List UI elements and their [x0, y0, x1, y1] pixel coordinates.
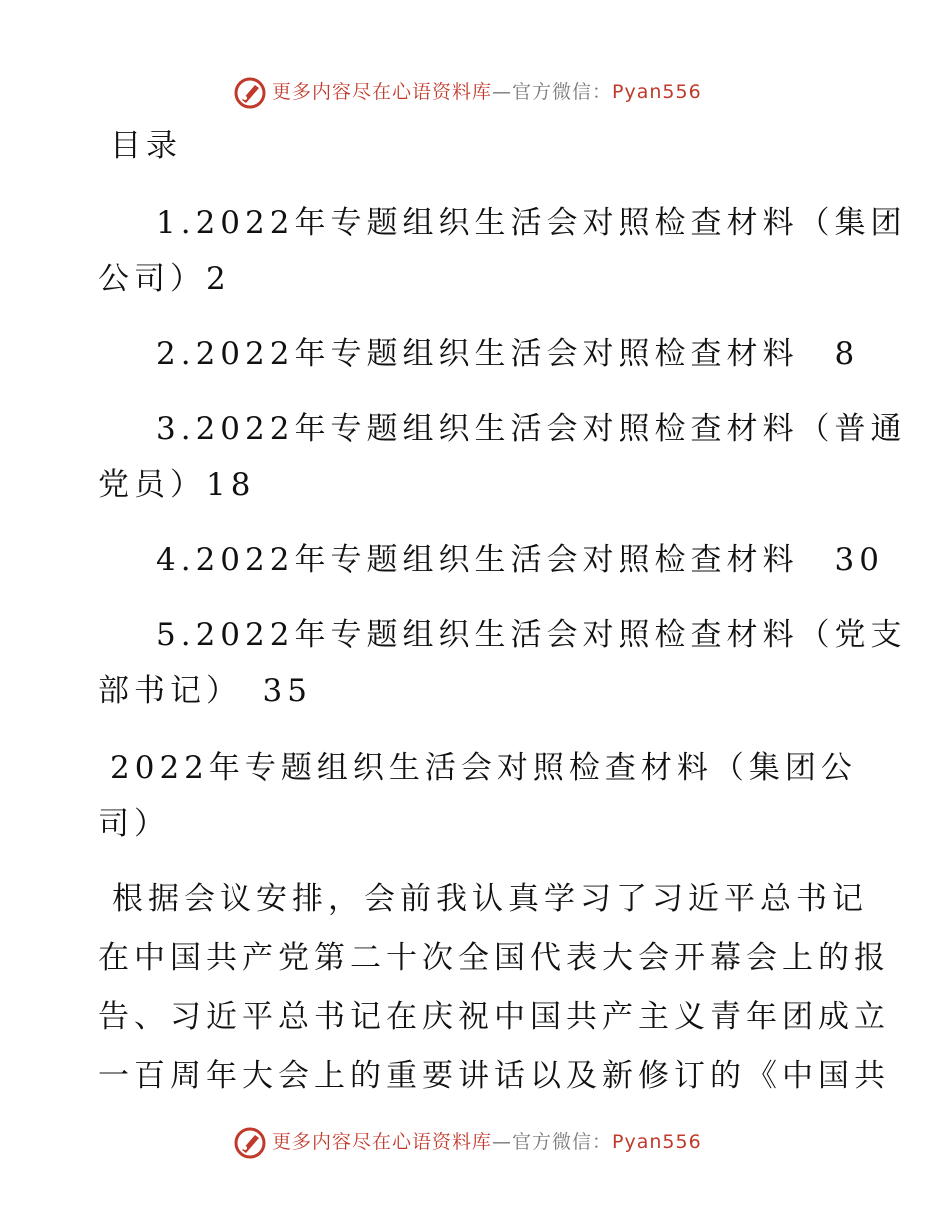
body-line-4: 一百周年大会上的重要讲话以及新修订的《中国共 — [98, 1058, 890, 1094]
banner-separator: — — [492, 1131, 513, 1153]
banner-text — [272, 1129, 702, 1155]
banner-wechat-label: 官方微信： — [512, 81, 613, 103]
banner-wechat-id: Pyan556 — [612, 81, 702, 103]
toc-entry-1-line1: 1.2022年专题组织生活会对照检查材料（集团 — [156, 205, 907, 241]
body-line-2: 在中国共产党第二十次全国代表大会开幕会上的报 — [98, 940, 890, 976]
body-line-1: 根据会议安排，会前我认真学习了习近平总书记 — [112, 881, 868, 917]
toc-entry-2-line1: 2.2022年专题组织生活会对照检查材料 8 — [156, 336, 860, 372]
section-heading-line1: 2022年专题组织生活会对照检查材料（集团公 — [110, 750, 857, 786]
header-banner — [0, 72, 950, 112]
banner-separator: — — [492, 81, 513, 103]
toc-entry-1-line2: 公司）2 — [98, 261, 231, 297]
footer-banner — [0, 1122, 950, 1162]
toc-entry-5-line1: 5.2022年专题组织生活会对照检查材料（党支 — [156, 617, 907, 653]
toc-entry-3-line1: 3.2022年专题组织生活会对照检查材料（普通 — [156, 411, 907, 447]
toc-entry-5-line2: 部书记） 35 — [98, 673, 312, 709]
pen-logo-icon — [233, 1126, 267, 1160]
pen-logo-icon — [233, 76, 267, 110]
banner-brand: 更多内容尽在心语资料库 — [272, 81, 493, 103]
banner-wechat-label: 官方微信： — [512, 1131, 613, 1153]
banner-text — [272, 79, 702, 105]
toc-title: 目录 — [110, 128, 182, 164]
toc-entry-4-line1: 4.2022年专题组织生活会对照检查材料 30 — [156, 542, 884, 578]
body-line-3: 告、习近平总书记在庆祝中国共产主义青年团成立 — [98, 999, 890, 1035]
toc-entry-3-line2: 党员）18 — [98, 467, 256, 503]
section-heading-line2: 司） — [98, 806, 170, 842]
banner-brand: 更多内容尽在心语资料库 — [272, 1131, 493, 1153]
banner-wechat-id: Pyan556 — [612, 1131, 702, 1153]
